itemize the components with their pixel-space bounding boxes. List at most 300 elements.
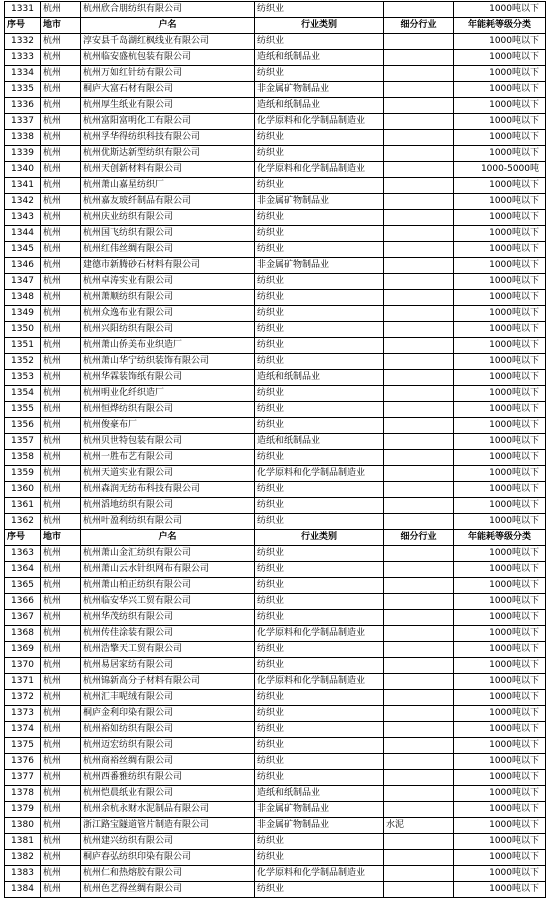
- company-name-cell: 杭州商裕丝绸有限公司: [81, 754, 255, 770]
- industry-cell: 造纸和纸制品业: [255, 434, 384, 450]
- industry-cell: 纺织业: [255, 66, 384, 82]
- company-name-cell: 杭州庆业纺织有限公司: [81, 210, 255, 226]
- energy-level-cell: 1000吨以下: [454, 882, 546, 898]
- company-name-cell: 杭州萧山华宁纺织装饰有限公司: [81, 354, 255, 370]
- table-row: [5, 194, 546, 210]
- company-name-cell: 杭州萧山侨美布业织造厂: [81, 338, 255, 354]
- table-row: [5, 82, 546, 98]
- sub-industry-cell: [384, 434, 454, 450]
- enterprise-energy-table: [4, 1, 546, 898]
- table-row: [5, 626, 546, 642]
- table-row: [5, 802, 546, 818]
- sub-industry-cell: [384, 146, 454, 162]
- seq-cell: 1343: [5, 210, 41, 226]
- seq-cell: 1353: [5, 370, 41, 386]
- sub-industry-cell: [384, 162, 454, 178]
- industry-cell: 纺织业: [255, 642, 384, 658]
- seq-cell: 1372: [5, 690, 41, 706]
- seq-cell: 1339: [5, 146, 41, 162]
- city-cell: 杭州: [41, 562, 81, 578]
- company-name-cell: 杭州贝世特包装有限公司: [81, 434, 255, 450]
- industry-cell: 纺织业: [255, 482, 384, 498]
- energy-level-cell: 1000吨以下: [454, 98, 546, 114]
- table-row: [5, 274, 546, 290]
- company-name-cell: 杭州余杭永财水泥制品有限公司: [81, 802, 255, 818]
- company-name-cell: 杭州临安盛杭包装有限公司: [81, 50, 255, 66]
- energy-level-cell: 1000吨以下: [454, 706, 546, 722]
- sub-industry-cell: [384, 674, 454, 690]
- energy-level-cell: 1000吨以下: [454, 482, 546, 498]
- company-name-cell: 桐庐金利印染有限公司: [81, 706, 255, 722]
- energy-level-cell: 1000吨以下: [454, 562, 546, 578]
- company-name-cell: 杭州易居家纺有限公司: [81, 658, 255, 674]
- table-row: [5, 562, 546, 578]
- energy-level-cell: 1000吨以下: [454, 818, 546, 834]
- header-city: 地市: [41, 530, 81, 546]
- company-name-cell: 杭州天创新材料有限公司: [81, 162, 255, 178]
- seq-cell: 1357: [5, 434, 41, 450]
- sub-industry-cell: [384, 626, 454, 642]
- industry-cell: 造纸和纸制品业: [255, 50, 384, 66]
- city-cell: 杭州: [41, 194, 81, 210]
- sub-industry-cell: [384, 658, 454, 674]
- energy-level-cell: 1000吨以下: [454, 578, 546, 594]
- city-cell: 杭州: [41, 850, 81, 866]
- city-cell: 杭州: [41, 2, 81, 18]
- company-name-cell: 杭州众逸布业有限公司: [81, 306, 255, 322]
- industry-cell: 纺织业: [255, 386, 384, 402]
- sub-industry-cell: [384, 466, 454, 482]
- industry-cell: 纺织业: [255, 450, 384, 466]
- sub-industry-cell: [384, 50, 454, 66]
- city-cell: 杭州: [41, 754, 81, 770]
- industry-cell: 纺织业: [255, 34, 384, 50]
- city-cell: 杭州: [41, 418, 81, 434]
- seq-cell: 1333: [5, 50, 41, 66]
- seq-cell: 1362: [5, 514, 41, 530]
- header-industry: 行业类别: [255, 530, 384, 546]
- industry-cell: 化学原料和化学制品制造业: [255, 162, 384, 178]
- seq-cell: 1363: [5, 546, 41, 562]
- company-name-cell: 杭州明业化纤织造厂: [81, 386, 255, 402]
- table-row: [5, 178, 546, 194]
- industry-cell: 非金属矿物制品业: [255, 194, 384, 210]
- seq-cell: 1379: [5, 802, 41, 818]
- seq-cell: 1367: [5, 610, 41, 626]
- city-cell: 杭州: [41, 498, 81, 514]
- seq-cell: 1351: [5, 338, 41, 354]
- city-cell: 杭州: [41, 594, 81, 610]
- city-cell: 杭州: [41, 66, 81, 82]
- energy-level-cell: 1000吨以下: [454, 130, 546, 146]
- seq-cell: 1374: [5, 722, 41, 738]
- sub-industry-cell: [384, 354, 454, 370]
- company-name-cell: 杭州欣合朋纺织有限公司: [81, 2, 255, 18]
- city-cell: 杭州: [41, 706, 81, 722]
- sub-industry-cell: [384, 562, 454, 578]
- table-row: [5, 338, 546, 354]
- industry-cell: 纺织业: [255, 546, 384, 562]
- table-row: [5, 146, 546, 162]
- energy-level-cell: 1000吨以下: [454, 290, 546, 306]
- company-name-cell: 杭州华霖装饰纸有限公司: [81, 370, 255, 386]
- company-name-cell: 杭州富阳富明化工有限公司: [81, 114, 255, 130]
- energy-level-cell: 1000吨以下: [454, 322, 546, 338]
- industry-cell: 造纸和纸制品业: [255, 786, 384, 802]
- city-cell: 杭州: [41, 322, 81, 338]
- industry-cell: 纺织业: [255, 834, 384, 850]
- sub-industry-cell: [384, 178, 454, 194]
- sub-industry-cell: [384, 274, 454, 290]
- city-cell: 杭州: [41, 146, 81, 162]
- sub-industry-cell: [384, 290, 454, 306]
- company-name-cell: 杭州一胜布艺有限公司: [81, 450, 255, 466]
- sub-industry-cell: [384, 130, 454, 146]
- energy-level-cell: 1000吨以下: [454, 114, 546, 130]
- industry-cell: 纺织业: [255, 498, 384, 514]
- energy-level-cell: 1000吨以下: [454, 370, 546, 386]
- sub-industry-cell: [384, 610, 454, 626]
- industry-cell: 纺织业: [255, 610, 384, 626]
- energy-level-cell: 1000吨以下: [454, 754, 546, 770]
- sub-industry-cell: [384, 546, 454, 562]
- table-row: [5, 242, 546, 258]
- table-row: [5, 322, 546, 338]
- seq-cell: 1364: [5, 562, 41, 578]
- industry-cell: 纺织业: [255, 562, 384, 578]
- seq-cell: 1347: [5, 274, 41, 290]
- sub-industry-cell: [384, 210, 454, 226]
- sub-industry-cell: [384, 114, 454, 130]
- city-cell: 杭州: [41, 210, 81, 226]
- company-name-cell: 杭州临安华兴工贸有限公司: [81, 594, 255, 610]
- city-cell: 杭州: [41, 834, 81, 850]
- energy-level-cell: 1000吨以下: [454, 642, 546, 658]
- table-row: [5, 706, 546, 722]
- company-name-cell: 杭州华茂纺织有限公司: [81, 610, 255, 626]
- sub-industry-cell: [384, 226, 454, 242]
- city-cell: 杭州: [41, 722, 81, 738]
- sub-industry-cell: [384, 738, 454, 754]
- energy-level-cell: 1000吨以下: [454, 658, 546, 674]
- industry-cell: 化学原料和化学制品制造业: [255, 466, 384, 482]
- company-name-cell: 杭州万如红针纺有限公司: [81, 66, 255, 82]
- seq-cell: 1331: [5, 2, 41, 18]
- sub-industry-cell: [384, 402, 454, 418]
- sub-industry-cell: [384, 370, 454, 386]
- city-cell: 杭州: [41, 258, 81, 274]
- sub-industry-cell: [384, 338, 454, 354]
- energy-level-cell: 1000吨以下: [454, 722, 546, 738]
- table-row: [5, 466, 546, 482]
- city-cell: 杭州: [41, 818, 81, 834]
- city-cell: 杭州: [41, 226, 81, 242]
- table-row: [5, 386, 546, 402]
- table-row: [5, 818, 546, 834]
- energy-level-cell: 1000吨以下: [454, 770, 546, 786]
- industry-cell: 纺织业: [255, 578, 384, 594]
- seq-cell: 1382: [5, 850, 41, 866]
- industry-cell: 化学原料和化学制品制造业: [255, 674, 384, 690]
- energy-level-cell: 1000吨以下: [454, 386, 546, 402]
- energy-level-cell: 1000吨以下: [454, 850, 546, 866]
- table-row: [5, 594, 546, 610]
- industry-cell: 纺织业: [255, 354, 384, 370]
- table-row: [5, 162, 546, 178]
- table-row: [5, 258, 546, 274]
- energy-level-cell: 1000吨以下: [454, 34, 546, 50]
- city-cell: 杭州: [41, 274, 81, 290]
- industry-cell: 纺织业: [255, 754, 384, 770]
- table-row: [5, 834, 546, 850]
- company-name-cell: 淳安县千岛湖红枫线业有限公司: [81, 34, 255, 50]
- industry-cell: 非金属矿物制品业: [255, 258, 384, 274]
- company-name-cell: 杭州厚生纸业有限公司: [81, 98, 255, 114]
- industry-cell: 纺织业: [255, 130, 384, 146]
- seq-cell: 1371: [5, 674, 41, 690]
- sub-industry-cell: [384, 578, 454, 594]
- sub-industry-cell: [384, 98, 454, 114]
- energy-level-cell: 1000吨以下: [454, 450, 546, 466]
- city-cell: 杭州: [41, 354, 81, 370]
- header-sub-industry: 细分行业: [384, 530, 454, 546]
- sub-industry-cell: [384, 258, 454, 274]
- company-name-cell: 杭州恒烨纺织有限公司: [81, 402, 255, 418]
- energy-level-cell: 1000吨以下: [454, 82, 546, 98]
- energy-level-cell: 1000吨以下: [454, 498, 546, 514]
- sub-industry-cell: [384, 882, 454, 898]
- energy-level-cell: 1000吨以下: [454, 786, 546, 802]
- table-row: [5, 866, 546, 882]
- table-row: [5, 482, 546, 498]
- seq-cell: 1332: [5, 34, 41, 50]
- seq-cell: 1358: [5, 450, 41, 466]
- company-name-cell: 杭州浩擎天工贸有限公司: [81, 642, 255, 658]
- city-cell: 杭州: [41, 770, 81, 786]
- table-row: [5, 66, 546, 82]
- table-row: [5, 34, 546, 50]
- energy-level-cell: 1000吨以下: [454, 194, 546, 210]
- sub-industry-cell: [384, 34, 454, 50]
- energy-level-cell: 1000吨以下: [454, 418, 546, 434]
- table-row: [5, 882, 546, 898]
- energy-level-cell: 1000吨以下: [454, 834, 546, 850]
- city-cell: 杭州: [41, 290, 81, 306]
- table-row: [5, 514, 546, 530]
- table-row: [5, 114, 546, 130]
- energy-level-cell: 1000吨以下: [454, 802, 546, 818]
- company-name-cell: 杭州传佳涂装有限公司: [81, 626, 255, 642]
- table-row: [5, 786, 546, 802]
- table-row: [5, 850, 546, 866]
- industry-cell: 纺织业: [255, 850, 384, 866]
- city-cell: 杭州: [41, 434, 81, 450]
- city-cell: 杭州: [41, 658, 81, 674]
- city-cell: 杭州: [41, 386, 81, 402]
- city-cell: 杭州: [41, 578, 81, 594]
- industry-cell: 纺织业: [255, 322, 384, 338]
- table-row: [5, 738, 546, 754]
- energy-level-cell: 1000吨以下: [454, 674, 546, 690]
- table-row: [5, 210, 546, 226]
- company-name-cell: 浙江路宝隧道管片制造有限公司: [81, 818, 255, 834]
- table-row: [5, 50, 546, 66]
- header-city: 地市: [41, 18, 81, 34]
- company-name-cell: 杭州天道实业有限公司: [81, 466, 255, 482]
- city-cell: 杭州: [41, 466, 81, 482]
- city-cell: 杭州: [41, 178, 81, 194]
- city-cell: 杭州: [41, 610, 81, 626]
- energy-level-cell: 1000吨以下: [454, 594, 546, 610]
- seq-cell: 1356: [5, 418, 41, 434]
- energy-level-cell: 1000吨以下: [454, 258, 546, 274]
- company-name-cell: 杭州孚华得纺织科技有限公司: [81, 130, 255, 146]
- sub-industry-cell: [384, 770, 454, 786]
- seq-cell: 1336: [5, 98, 41, 114]
- table-row: [5, 690, 546, 706]
- table-row: [5, 642, 546, 658]
- seq-cell: 1377: [5, 770, 41, 786]
- table-row: [5, 674, 546, 690]
- energy-level-cell: 1000吨以下: [454, 2, 546, 18]
- city-cell: 杭州: [41, 338, 81, 354]
- industry-cell: 化学原料和化学制品制造业: [255, 866, 384, 882]
- header-name: 户名: [81, 530, 255, 546]
- industry-cell: 非金属矿物制品业: [255, 82, 384, 98]
- header-level: 年能耗等级分类: [454, 530, 546, 546]
- seq-cell: 1365: [5, 578, 41, 594]
- header-level: 年能耗等级分类: [454, 18, 546, 34]
- industry-cell: 纺织业: [255, 882, 384, 898]
- table-row: [5, 450, 546, 466]
- company-name-cell: 杭州西番雅纺织有限公司: [81, 770, 255, 786]
- city-cell: 杭州: [41, 674, 81, 690]
- sub-industry-cell: [384, 450, 454, 466]
- table-row: [5, 434, 546, 450]
- table-row: [5, 354, 546, 370]
- header-row: [5, 18, 546, 34]
- company-name-cell: 杭州色艺得丝绸有限公司: [81, 882, 255, 898]
- company-name-cell: 杭州萧顺纺织有限公司: [81, 290, 255, 306]
- header-sub-industry: 细分行业: [384, 18, 454, 34]
- company-name-cell: 杭州兴阳纺织有限公司: [81, 322, 255, 338]
- city-cell: 杭州: [41, 82, 81, 98]
- sub-industry-cell: [384, 66, 454, 82]
- sub-industry-cell: [384, 722, 454, 738]
- seq-cell: 1340: [5, 162, 41, 178]
- seq-cell: 1338: [5, 130, 41, 146]
- seq-cell: 1373: [5, 706, 41, 722]
- table-row: [5, 578, 546, 594]
- header-row: [5, 530, 546, 546]
- industry-cell: 纺织业: [255, 274, 384, 290]
- seq-cell: 1355: [5, 402, 41, 418]
- industry-cell: 纺织业: [255, 658, 384, 674]
- seq-cell: 1361: [5, 498, 41, 514]
- seq-cell: 1349: [5, 306, 41, 322]
- header-seq: 序号: [5, 530, 41, 546]
- city-cell: 杭州: [41, 162, 81, 178]
- company-name-cell: 杭州建兴纺织有限公司: [81, 834, 255, 850]
- industry-cell: 纺织业: [255, 242, 384, 258]
- city-cell: 杭州: [41, 690, 81, 706]
- company-name-cell: 杭州森润无纺布科技有限公司: [81, 482, 255, 498]
- table-row: [5, 98, 546, 114]
- city-cell: 杭州: [41, 802, 81, 818]
- company-name-cell: 杭州俊豪布厂: [81, 418, 255, 434]
- company-name-cell: 杭州锦新高分子材料有限公司: [81, 674, 255, 690]
- energy-level-cell: 1000吨以下: [454, 354, 546, 370]
- company-name-cell: 杭州汇丰呢绒有限公司: [81, 690, 255, 706]
- energy-level-cell: 1000吨以下: [454, 226, 546, 242]
- seq-cell: 1370: [5, 658, 41, 674]
- city-cell: 杭州: [41, 642, 81, 658]
- industry-cell: 非金属矿物制品业: [255, 818, 384, 834]
- seq-cell: 1337: [5, 114, 41, 130]
- seq-cell: 1380: [5, 818, 41, 834]
- energy-level-cell: 1000吨以下: [454, 466, 546, 482]
- seq-cell: 1346: [5, 258, 41, 274]
- table-row: [5, 130, 546, 146]
- seq-cell: 1383: [5, 866, 41, 882]
- table-row: [5, 722, 546, 738]
- industry-cell: 纺织业: [255, 738, 384, 754]
- seq-cell: 1348: [5, 290, 41, 306]
- industry-cell: 纺织业: [255, 722, 384, 738]
- header-seq: 序号: [5, 18, 41, 34]
- company-name-cell: 杭州滔地纺织有限公司: [81, 498, 255, 514]
- company-name-cell: 杭州国飞纺织有限公司: [81, 226, 255, 242]
- energy-level-cell: 1000吨以下: [454, 626, 546, 642]
- sub-industry-cell: [384, 802, 454, 818]
- header-industry: 行业类别: [255, 18, 384, 34]
- industry-cell: 非金属矿物制品业: [255, 802, 384, 818]
- table-row: [5, 290, 546, 306]
- company-name-cell: 杭州嘉友玻纤制品有限公司: [81, 194, 255, 210]
- seq-cell: 1366: [5, 594, 41, 610]
- industry-cell: 纺织业: [255, 178, 384, 194]
- sub-industry-cell: [384, 386, 454, 402]
- sub-industry-cell: [384, 322, 454, 338]
- energy-level-cell: 1000吨以下: [454, 66, 546, 82]
- header-name: 户名: [81, 18, 255, 34]
- sub-industry-cell: [384, 82, 454, 98]
- sub-industry-cell: 水泥: [384, 818, 454, 834]
- table-row: [5, 754, 546, 770]
- seq-cell: 1341: [5, 178, 41, 194]
- city-cell: 杭州: [41, 402, 81, 418]
- seq-cell: 1375: [5, 738, 41, 754]
- energy-level-cell: 1000吨以下: [454, 866, 546, 882]
- company-name-cell: 桐庐春弘纺织印染有限公司: [81, 850, 255, 866]
- sub-industry-cell: [384, 594, 454, 610]
- company-name-cell: 杭州恺晨纸业有限公司: [81, 786, 255, 802]
- table-row: [5, 306, 546, 322]
- company-name-cell: 杭州萧山金汇纺织有限公司: [81, 546, 255, 562]
- company-name-cell: 杭州优斯达新型纺织有限公司: [81, 146, 255, 162]
- sub-industry-cell: [384, 866, 454, 882]
- city-cell: 杭州: [41, 482, 81, 498]
- seq-cell: 1368: [5, 626, 41, 642]
- energy-level-cell: 1000吨以下: [454, 242, 546, 258]
- industry-cell: 化学原料和化学制品制造业: [255, 114, 384, 130]
- table-row: [5, 770, 546, 786]
- table-row: [5, 370, 546, 386]
- seq-cell: 1354: [5, 386, 41, 402]
- city-cell: 杭州: [41, 738, 81, 754]
- seq-cell: 1376: [5, 754, 41, 770]
- company-name-cell: 杭州卓涛实业有限公司: [81, 274, 255, 290]
